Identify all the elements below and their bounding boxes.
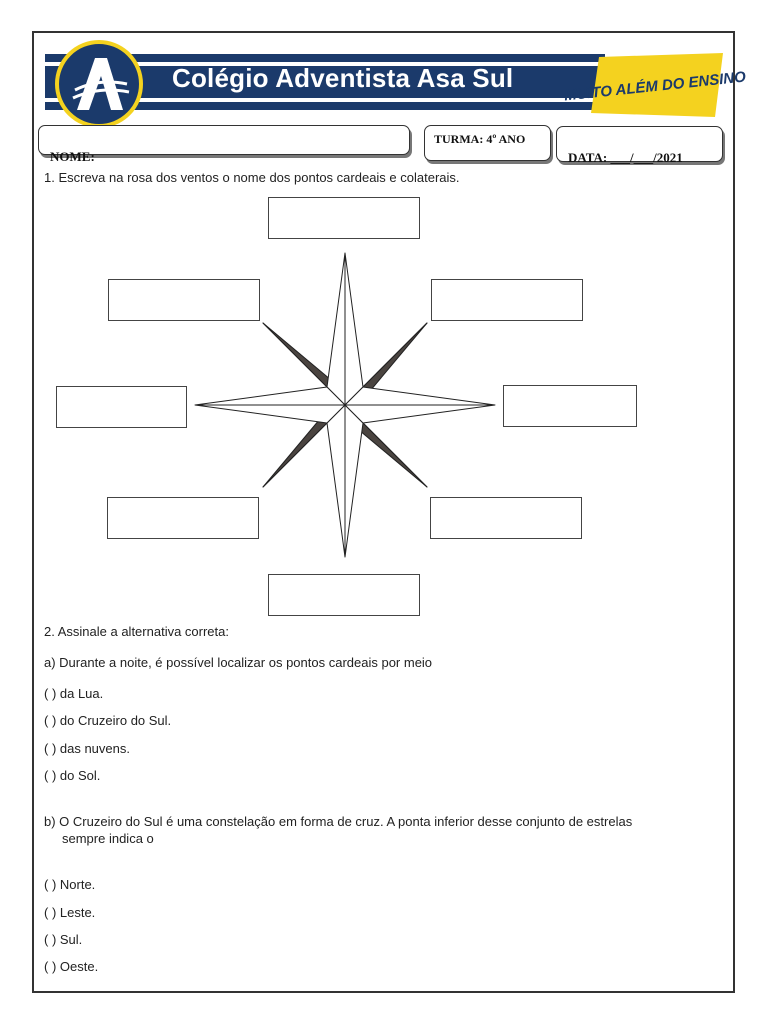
question-1-prompt: 1. Escreva na rosa dos ventos o nome dos pontos cardeais e colaterais. [44,170,460,185]
school-logo-icon [55,40,143,128]
question-2a-prompt: a) Durante a noite, é possível localizar os pontos cardeais por meio [44,655,433,670]
slogan-badge [563,53,747,117]
answer-box-north[interactable] [268,197,420,239]
class-label: TURMA: 4º ANO [434,132,526,146]
question-2b-prompt-line1: b) O Cruzeiro do Sul é uma constelação em forma de cruz. A ponta inferior desse conjunto de estrelas [44,814,633,829]
option-a-2[interactable]: ( ) do Cruzeiro do Sul. [44,713,172,728]
option-a-3[interactable]: ( ) das nuvens. [44,741,130,756]
question-2b-prompt-line2: sempre indica o [62,831,154,846]
option-a-1[interactable]: ( ) da Lua. [44,686,104,701]
school-name: Colégio Adventista Asa Sul [172,63,514,93]
answer-box-west[interactable] [56,386,187,428]
option-b-4[interactable]: ( ) Oeste. [44,959,99,974]
option-b-3[interactable]: ( ) Sul. [44,932,83,947]
slogan-text: MUITO ALÉM DO ENSINO [563,68,747,105]
option-a-4[interactable]: ( ) do Sol. [44,768,101,783]
date-label: DATA: ___/___/2021 [568,150,683,165]
question-2-prompt: 2. Assinale a alternativa correta: [44,624,229,639]
compass-rose-icon [185,245,505,565]
answer-box-south[interactable] [268,574,420,616]
answer-box-east[interactable] [503,385,637,427]
option-b-2[interactable]: ( ) Leste. [44,905,96,920]
option-b-1[interactable]: ( ) Norte. [44,877,96,892]
name-label: NOME: [50,149,95,164]
